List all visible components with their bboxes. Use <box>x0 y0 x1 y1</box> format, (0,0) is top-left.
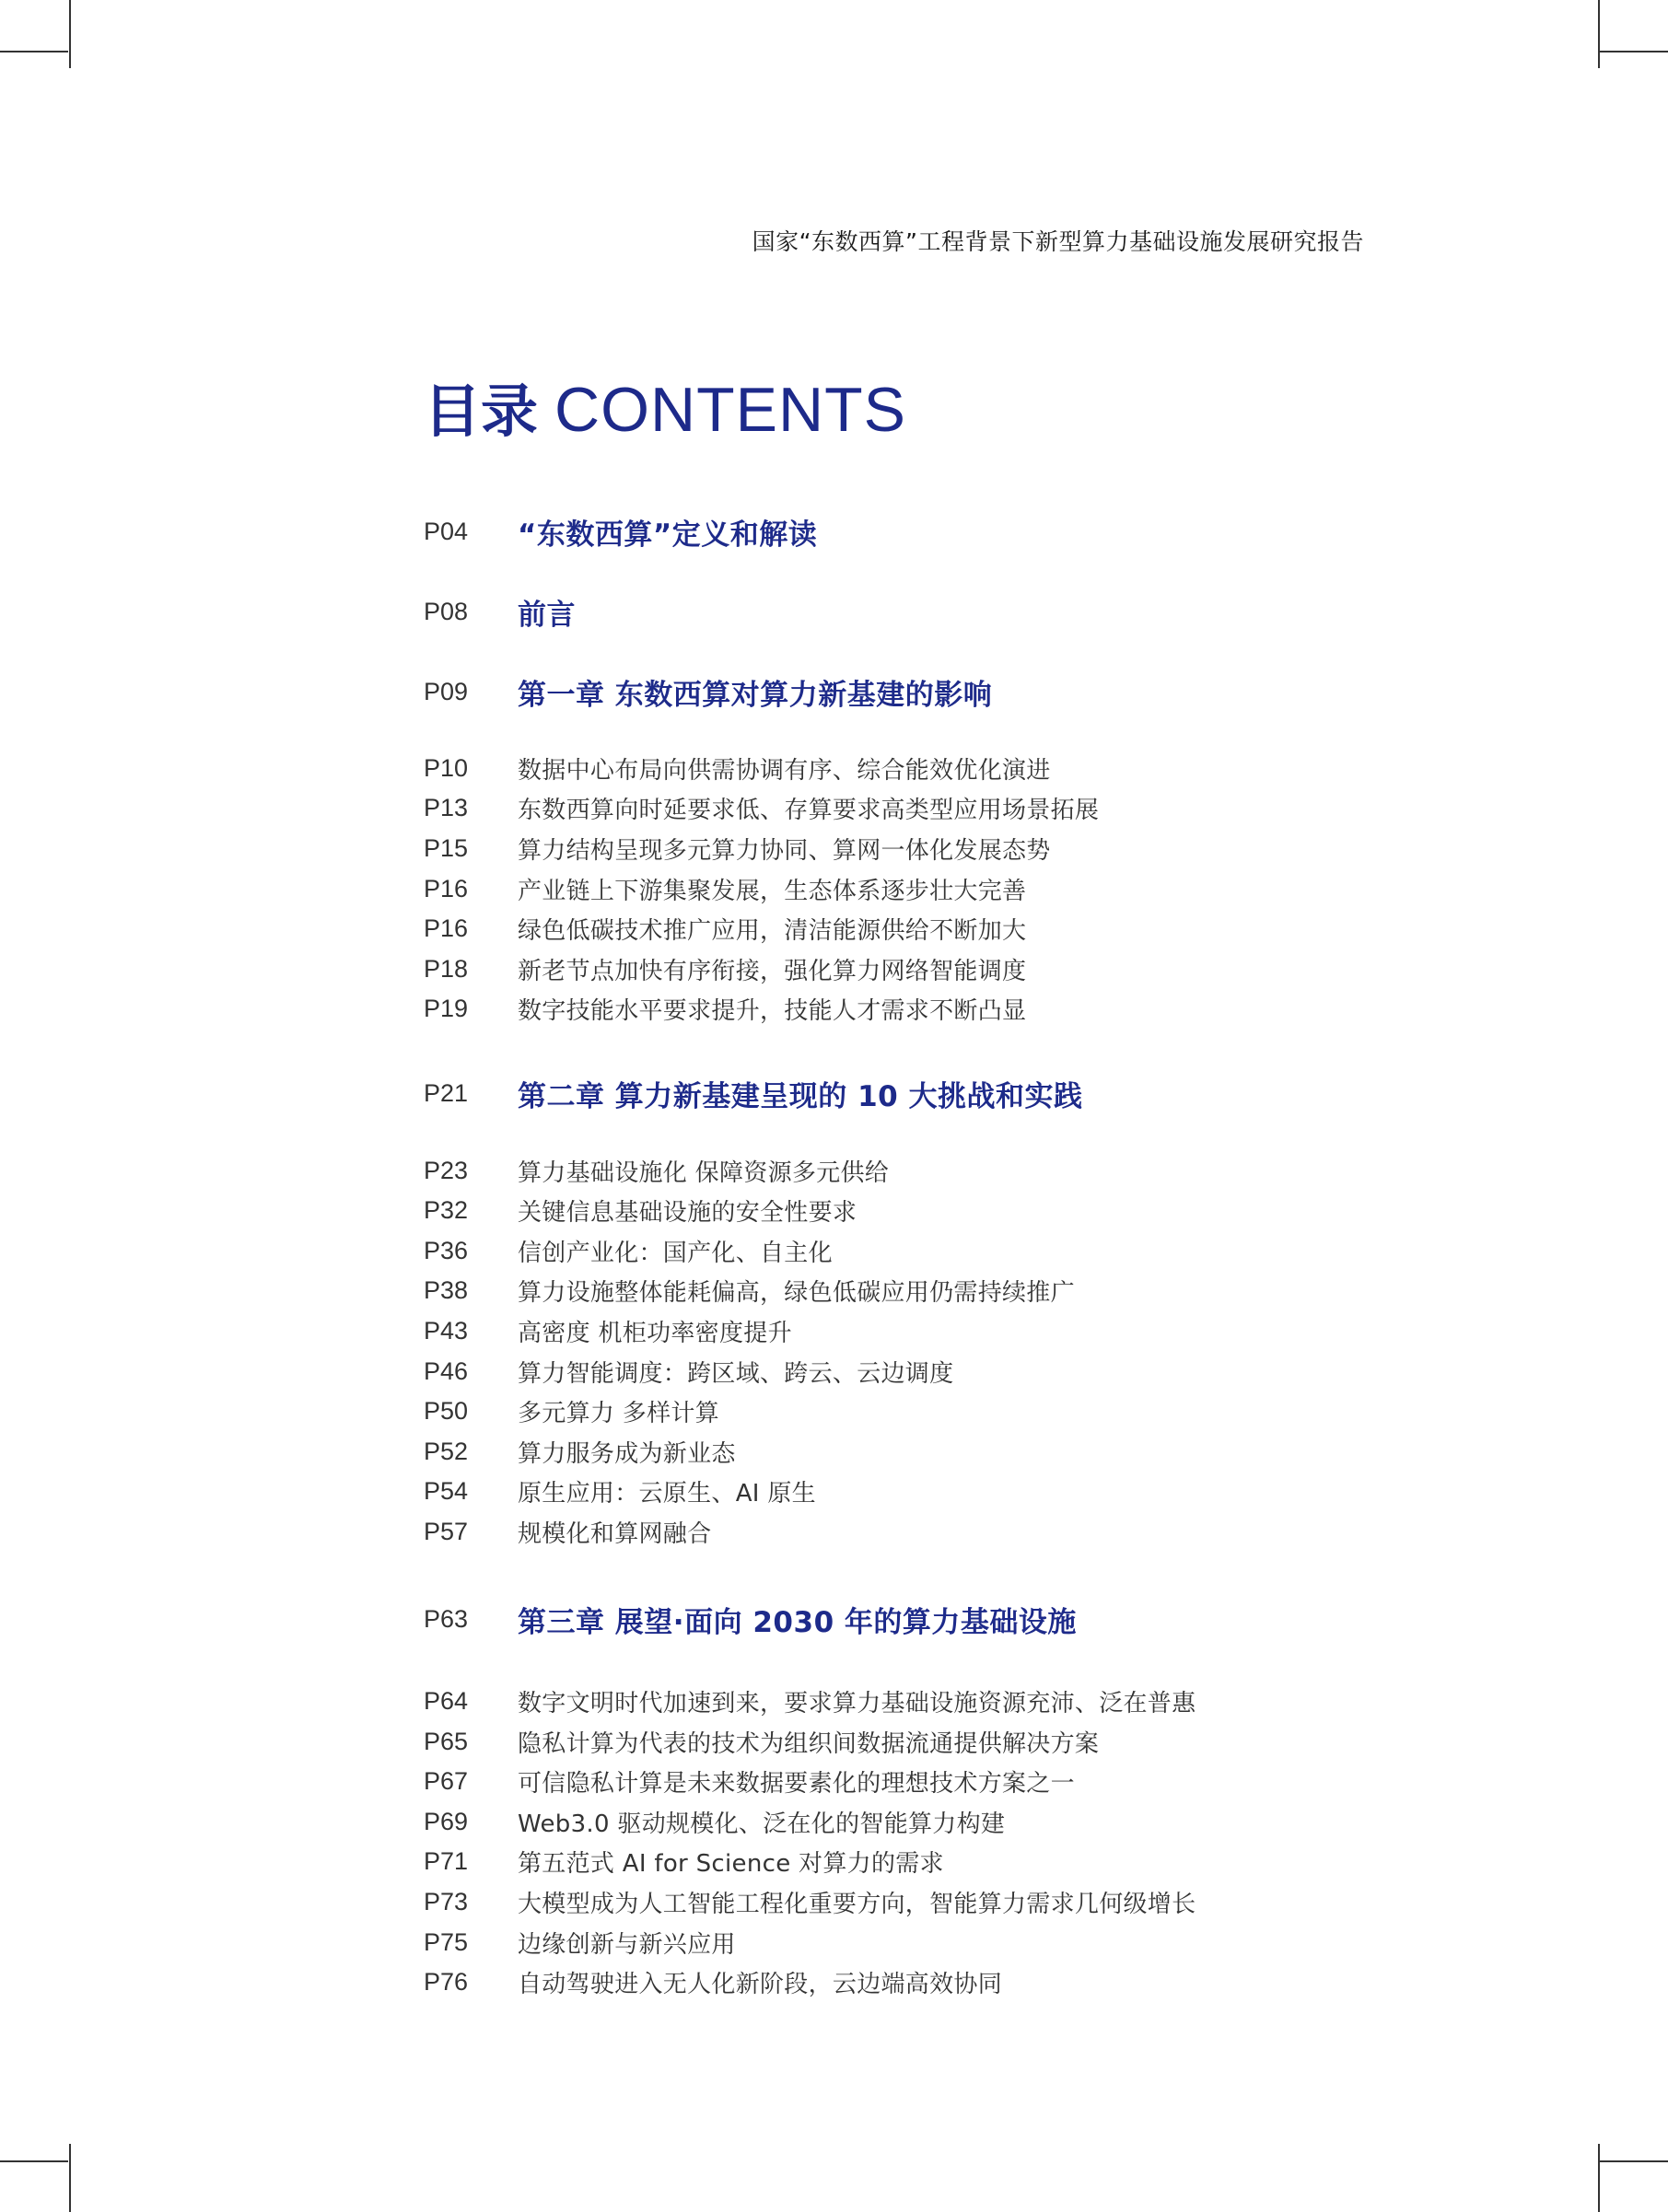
toc-chapter-label: 第三章 展望·面向 2030 年的算力基础设施 <box>518 1605 1077 1639</box>
toc-item[interactable] <box>424 1764 1075 1799</box>
crop-mark-top-left-horizontal <box>0 51 68 52</box>
toc-item[interactable] <box>424 871 1026 906</box>
toc-item-label: 数据中心布局向供需协调有序、综合能效优化演进 <box>518 756 1051 785</box>
toc-item-label: Web3.0 驱动规模化、泛在化的智能算力构建 <box>518 1810 1006 1838</box>
running-header-title: 国家“东数西算”工程背景下新型算力基础设施发展研究报告 <box>752 228 1364 255</box>
toc-page-number: P50 <box>424 1396 469 1425</box>
toc-page-number: P09 <box>424 677 469 705</box>
toc-item-label: 大模型成为人工智能工程化重要方向，智能算力需求几何级增长 <box>518 1890 1196 1918</box>
toc-entry[interactable] <box>424 513 817 550</box>
toc-entry[interactable] <box>424 593 576 630</box>
toc-page-number: P67 <box>424 1766 469 1795</box>
toc-page-number: P76 <box>424 1967 469 1996</box>
toc-item-label: 自动驾驶进入无人化新阶段，云边端高效协同 <box>518 1970 1003 1998</box>
toc-page-number: P54 <box>424 1476 469 1505</box>
toc-page-number: P73 <box>424 1887 469 1915</box>
toc-item[interactable] <box>424 1925 736 1960</box>
toc-page-number: P71 <box>424 1846 469 1875</box>
toc-item-label: 数字技能水平要求提升，技能人才需求不断凸显 <box>518 996 1027 1025</box>
toc-page-number: P46 <box>424 1356 469 1385</box>
toc-item[interactable] <box>424 1804 1005 1839</box>
toc-item-label: 算力结构呈现多元算力协同、算网一体化发展态势 <box>518 836 1051 865</box>
toc-item-label: 多元算力 多样计算 <box>518 1399 719 1427</box>
toc-item[interactable] <box>424 911 1026 946</box>
toc-item-label: 算力智能调度：跨区域、跨云、云边调度 <box>518 1359 954 1388</box>
toc-item-label: 信创产业化：国产化、自主化 <box>518 1239 833 1267</box>
toc-chapter-heading[interactable] <box>424 673 992 710</box>
toc-item[interactable] <box>424 1153 889 1188</box>
toc-section-label: 前言 <box>518 598 576 632</box>
toc-item-label: 东数西算向时延要求低、存算要求高类型应用场景拓展 <box>518 796 1100 824</box>
toc-page-number: P57 <box>424 1517 469 1545</box>
toc-item[interactable] <box>424 831 1051 866</box>
crop-mark-bottom-left-horizontal <box>0 2160 68 2162</box>
toc-page-number: P69 <box>424 1807 469 1835</box>
toc-chapter-heading[interactable] <box>424 1075 1083 1112</box>
toc-item-label: 隐私计算为代表的技术为组织间数据流通提供解决方案 <box>518 1729 1100 1758</box>
toc-page-number: P63 <box>424 1604 469 1633</box>
toc-chapter-heading[interactable] <box>424 1601 1077 1637</box>
toc-page-number: P13 <box>424 793 469 821</box>
toc-page-number: P15 <box>424 833 469 862</box>
toc-page-number: P36 <box>424 1236 469 1264</box>
toc-item[interactable] <box>424 1724 1099 1759</box>
crop-mark-bottom-right-horizontal <box>1600 2160 1668 2162</box>
toc-title <box>424 373 906 447</box>
toc-item-label: 算力服务成为新业态 <box>518 1439 736 1468</box>
crop-mark-top-right-horizontal <box>1600 51 1668 52</box>
toc-item-label: 数字文明时代加速到来，要求算力基础设施资源充沛、泛在普惠 <box>518 1689 1196 1717</box>
toc-page-number: P52 <box>424 1437 469 1465</box>
toc-item-label: 规模化和算网融合 <box>518 1519 712 1548</box>
toc-item-label: 第五范式 AI for Science 对算力的需求 <box>518 1849 944 1878</box>
toc-page-number: P64 <box>424 1686 469 1715</box>
toc-page-number: P38 <box>424 1275 469 1304</box>
toc-page-number: P43 <box>424 1316 469 1345</box>
toc-item[interactable] <box>424 991 1026 1026</box>
toc-item[interactable] <box>424 790 1099 825</box>
toc-item[interactable] <box>424 751 1051 786</box>
toc-page-number: P75 <box>424 1927 469 1956</box>
toc-page-number: P16 <box>424 874 469 902</box>
toc-item-label: 产业链上下游集聚发展，生态体系逐步壮大完善 <box>518 877 1027 905</box>
toc-item[interactable] <box>424 1434 736 1469</box>
crop-mark-bottom-right-vertical <box>1598 2144 1600 2212</box>
toc-item-label: 高密度 机柜功率密度提升 <box>518 1319 792 1347</box>
toc-item[interactable] <box>424 1964 1002 1999</box>
toc-item-label: 算力基础设施化 保障资源多元供给 <box>518 1158 890 1187</box>
toc-item[interactable] <box>424 1273 1075 1308</box>
toc-page-number: P10 <box>424 753 469 782</box>
crop-mark-bottom-left-vertical <box>69 2144 71 2212</box>
toc-page-number: P32 <box>424 1195 469 1224</box>
crop-mark-top-left-vertical <box>69 0 71 68</box>
toc-item[interactable] <box>424 1393 719 1428</box>
toc-item[interactable] <box>424 1193 857 1228</box>
toc-page-number: P23 <box>424 1156 469 1184</box>
toc-item-label: 边缘创新与新兴应用 <box>518 1930 736 1959</box>
toc-item[interactable] <box>424 1514 711 1549</box>
toc-page-number: P08 <box>424 597 469 625</box>
toc-item[interactable] <box>424 1354 953 1389</box>
toc-title-en: CONTENTS <box>554 375 907 445</box>
toc-item-label: 算力设施整体能耗偏高，绿色低碳应用仍需持续推广 <box>518 1278 1075 1307</box>
toc-section-label: “东数西算”定义和解读 <box>518 518 818 552</box>
toc-item[interactable] <box>424 1844 944 1879</box>
toc-item-label: 原生应用：云原生、AI 原生 <box>518 1479 816 1508</box>
toc-item-label: 关键信息基础设施的安全性要求 <box>518 1198 857 1227</box>
toc-item[interactable] <box>424 1233 833 1268</box>
toc-item[interactable] <box>424 1473 816 1508</box>
crop-mark-top-right-vertical <box>1598 0 1600 68</box>
toc-item-label: 绿色低碳技术推广应用，清洁能源供给不断加大 <box>518 916 1027 945</box>
toc-item-label: 新老节点加快有序衔接，强化算力网络智能调度 <box>518 957 1027 985</box>
toc-item[interactable] <box>424 951 1026 986</box>
toc-page-number: P65 <box>424 1727 469 1755</box>
toc-page-number: P18 <box>424 954 469 983</box>
toc-title-cn: 目录 <box>424 378 539 445</box>
toc-page-number: P19 <box>424 994 469 1022</box>
toc-chapter-label: 第一章 东数西算对算力新基建的影响 <box>518 678 993 712</box>
toc-item[interactable] <box>424 1884 1196 1919</box>
toc-item-label: 可信隐私计算是未来数据要素化的理想技术方案之一 <box>518 1769 1075 1798</box>
toc-page-number: P16 <box>424 914 469 942</box>
toc-page-number: P21 <box>424 1078 469 1107</box>
toc-chapter-label: 第二章 算力新基建呈现的 10 大挑战和实践 <box>518 1079 1083 1113</box>
toc-page-number: P04 <box>424 517 469 545</box>
toc-item[interactable] <box>424 1313 792 1348</box>
toc-item[interactable] <box>424 1683 1196 1718</box>
